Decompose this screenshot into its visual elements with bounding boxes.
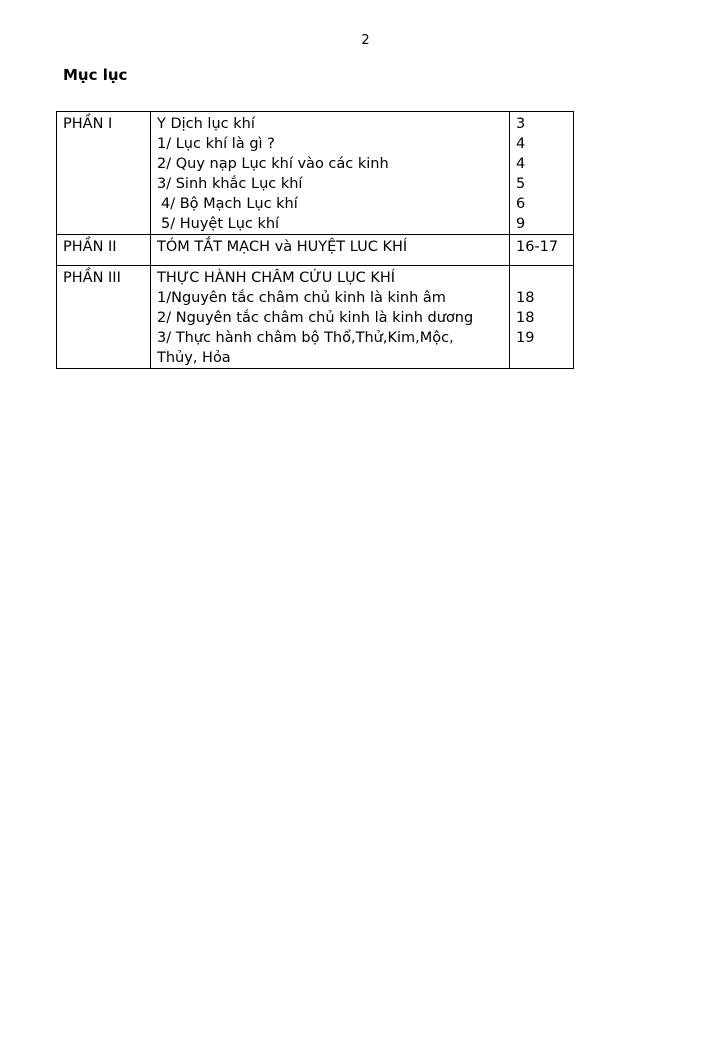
toc-row-part-3	[57, 266, 574, 369]
toc-table	[56, 111, 574, 369]
toc-entry: THỰC HÀNH CHÂM CỨU LỤC KHÍ	[157, 270, 396, 286]
page-number: 2	[361, 33, 370, 48]
toc-page-number: 4	[516, 136, 526, 152]
toc-page-number: 3	[516, 116, 526, 132]
toc-entry: 1/Nguyên tắc châm chủ kinh là kinh âm	[157, 290, 446, 306]
toc-entry: 3/ Sinh khắc Lục khí	[157, 176, 303, 192]
toc-entry: 3/ Thực hành châm bộ Thổ,Thử,Kim,Mộc,	[157, 330, 454, 346]
toc-page-number: 18	[516, 290, 535, 306]
toc-page-number: 4	[516, 156, 526, 172]
part-entries	[151, 235, 510, 266]
part-entries	[151, 266, 510, 369]
part-pages	[510, 266, 574, 369]
part-label: PHẦN I	[57, 112, 151, 235]
toc-title: Mục lục	[63, 66, 128, 84]
toc-page-number	[516, 268, 567, 288]
toc-entry: 1/ Lục khí là gì ?	[157, 136, 275, 152]
toc-entry: Y Dịch lục khí	[157, 116, 255, 132]
toc-page-number: 5	[516, 176, 526, 192]
toc-page-number: 16-17	[516, 239, 559, 255]
toc-entry: TÓM TẮT MẠCH và HUYỆT LUC KHÍ	[157, 239, 408, 255]
toc-row-part-1	[57, 112, 574, 235]
toc-entry: 4/ Bộ Mạch Lục khí	[161, 196, 298, 212]
part-pages	[510, 235, 574, 266]
toc-row-part-2	[57, 235, 574, 266]
part-pages	[510, 112, 574, 235]
toc-entry: 2/ Quy nạp Lục khí vào các kinh	[157, 156, 389, 172]
toc-entry: 2/ Nguyên tắc châm chủ kinh là kinh dương	[157, 310, 474, 326]
toc-page-number: 6	[516, 196, 526, 212]
toc-page-number: 9	[516, 216, 526, 232]
part-label: PHẦN II	[57, 235, 151, 266]
toc-page-number: 19	[516, 330, 535, 346]
part-label: PHẦN III	[57, 266, 151, 369]
toc-entry: 5/ Huyệt Lục khí	[161, 216, 280, 232]
part-entries	[151, 112, 510, 235]
toc-entry: Thủy, Hỏa	[157, 350, 231, 366]
toc-page-number: 18	[516, 310, 535, 326]
